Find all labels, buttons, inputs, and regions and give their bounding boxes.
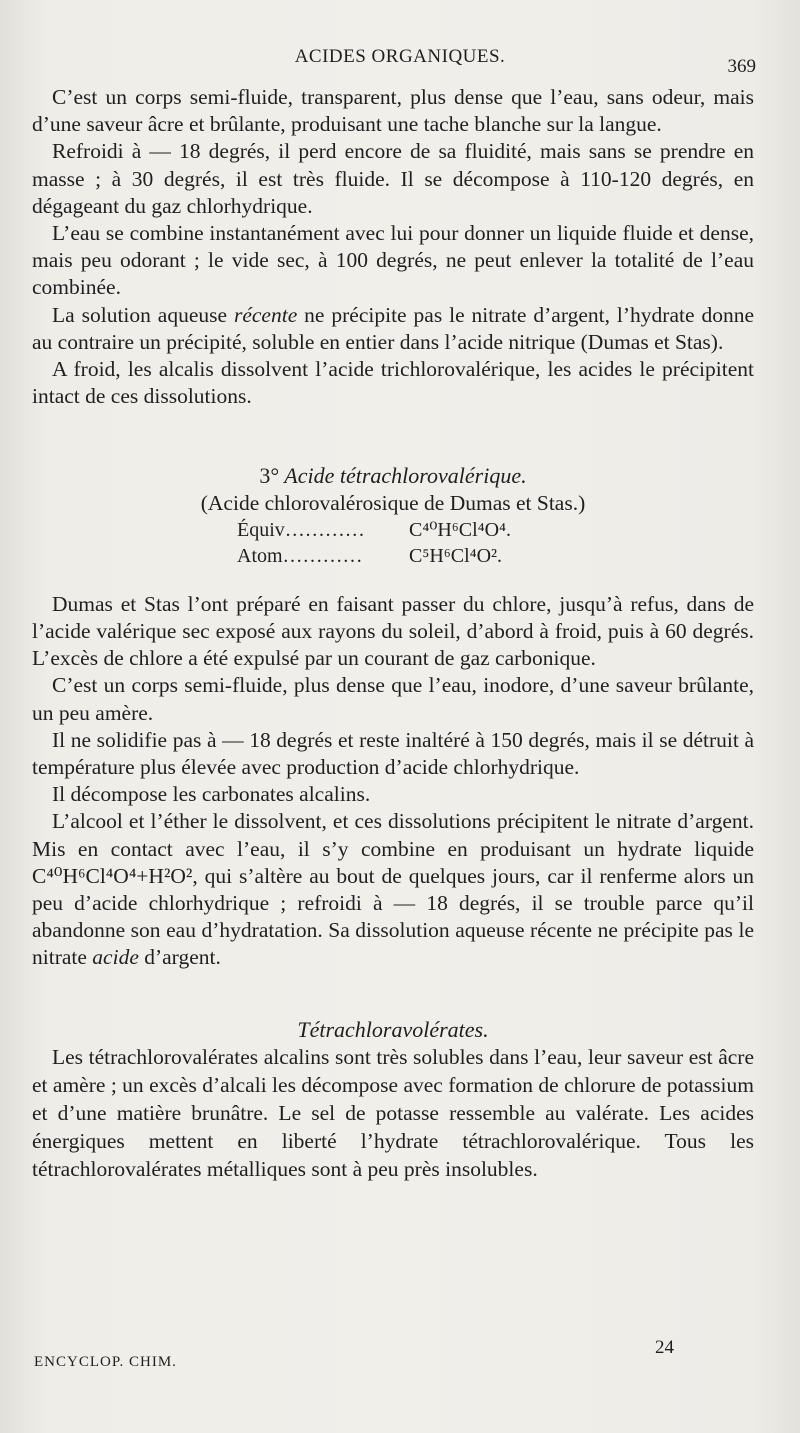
running-head: ACIDES ORGANIQUES. (294, 46, 506, 67)
text-run: L’alcool et l’éther le dissolvent, et ces dissolutions précipitent le nitrate d’argent. Mis en contact avec l’eau, il s’y combine en produisant un hydrate liquide C⁴⁰H⁶Cl⁴O⁴+H²O², qui s’altère au bout de quelques jours, car il renferme alors un peu d’acide chlorhydrique ; refroidi à — 18 degrés, il se trouble parce qu’il abandonne son eau d’hydratation. Sa dissolution aqueuse récente ne précipite pas le nitrate (32, 809, 754, 970)
formula-row (237, 517, 754, 543)
formula-value: C⁴⁰H⁶Cl⁴O⁴. (409, 518, 512, 541)
formula-label: Équiv………… (237, 518, 365, 541)
formula-value: C⁵H⁶Cl⁴O². (409, 544, 503, 567)
paragraph: A froid, les alcalis dissolvent l’acide trichlorovalérique, les acides le précipitent intact de ces dissolutions. (32, 357, 754, 409)
section-subtitle: (Acide chlorovalérosique de Dumas et Stas.) (200, 490, 586, 515)
paragraph (32, 302, 754, 356)
emphasis: récente (233, 302, 298, 327)
paragraph (32, 808, 754, 971)
text-run: La solution aqueuse (52, 302, 234, 327)
subsection-title: Tétrachloravolérates. (297, 1016, 489, 1042)
paragraph: Refroidi à — 18 degrés, il perd encore de sa fluidité, mais sans se prendre en masse ; à 30 degrés, il est très fluide. Il se décompose à 110-120 degrés, en dégageant du gaz chlorhydrique. (32, 139, 754, 218)
page-number: 369 (727, 56, 756, 77)
section-title (32, 462, 754, 489)
paragraph: C’est un corps semi-fluide, transparent, plus dense que l’eau, sans odeur, mais d’une saveur âcre et brûlante, produisant une tache blanche sur la langue. (32, 85, 754, 137)
paragraph: Il ne solidifie pas à — 18 degrés et reste inaltéré à 150 degrés, mais il se détruit à température plus élevée avec production d’acide chlorhydrique. (32, 727, 754, 780)
formula-label: Atom………… (237, 544, 363, 567)
paragraph: Les tétrachlorovalérates alcalins sont très solubles dans l’eau, leur saveur est âcre et amère ; un excès d’alcali les décompose avec formation de chlorure de potassium et d’une matière brunâtre. Le sel de potasse ressemble au valérate. Les acides énergiques mettent en liberté l’hydrate tétrachlorovalérique. Tous les tétrachlorovalérates métalliques sont à peu près insolubles. (32, 1044, 754, 1181)
spacer (32, 410, 754, 462)
body-text (32, 84, 754, 1183)
formula-table (237, 517, 754, 569)
section-title-text: Acide tétrachlorovalérique. (284, 463, 527, 489)
paragraph: Il décompose les carbonates alcalins. (52, 782, 371, 807)
text-run: d’argent. (138, 945, 221, 970)
formula-row (237, 543, 754, 569)
footer-imprint: ENCYCLOP. CHIM. (34, 1354, 177, 1370)
spacer (32, 972, 754, 1016)
section-number: 3° (259, 463, 280, 489)
paragraph: Dumas et Stas l’ont préparé en faisant passer du chlore, jusqu’à refus, dans de l’acide valérique sec exposé aux rayons du soleil, d’abord à froid, puis à 60 degrés. L’excès de chlore a été expulsé par un courant de gaz carbonique. (32, 591, 754, 671)
paragraph: C’est un corps semi-fluide, plus dense que l’eau, inodore, d’une saveur brûlante, un peu amère. (32, 673, 754, 725)
text-run: ne précipite pas le nitrate d’argent, l’hydrate donne au contraire un précipité, soluble en entier dans l’acide nitrique (Dumas et Stas). (32, 302, 754, 354)
paragraph: L’eau se combine instantanément avec lui pour donner un liquide fluide et dense, mais peu odorant ; le vide sec, à 100 degrés, ne peut enlever la totalité de l’eau combinée. (32, 221, 754, 300)
signature-mark: 24 (655, 1337, 674, 1358)
emphasis: acide (92, 945, 139, 970)
